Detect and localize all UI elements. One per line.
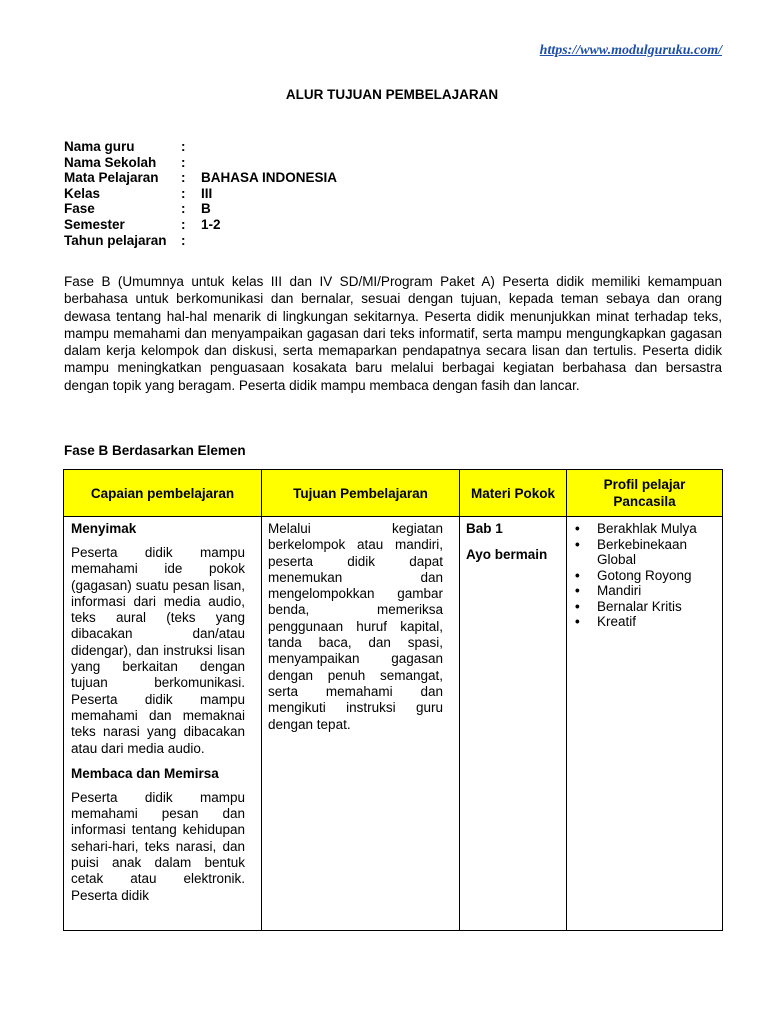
identity-colon: :: [181, 170, 186, 186]
alur-tujuan-table: [63, 469, 723, 931]
identity-row-nama-sekolah: [64, 155, 337, 171]
header-profil: Profil pelajar Pancasila: [567, 470, 723, 517]
identity-colon: :: [181, 201, 186, 217]
capaian-text-membaca: Peserta didik mampu memahami pesan dan informasi tentang kehidupan sehari-hari, teks narasi, dan puisi anak dalam bentuk cetak atau elektronik. Peserta didik: [71, 789, 245, 903]
identity-value: BAHASA INDONESIA: [201, 170, 338, 186]
identity-label: Semester: [64, 216, 125, 232]
website-url[interactable]: https://www.modulguruku.com/: [539, 43, 722, 58]
identity-row-nama-guru: [64, 139, 337, 155]
profil-list: [575, 521, 718, 630]
cell-tujuan: [262, 517, 460, 931]
intro-paragraph: Fase B (Umumnya untuk kelas III dan IV SD/MI/Program Paket A) Peserta didik memiliki kemampuan berbahasa untuk berkomunikasi dan bernalar, sesuai dengan tujuan, kepada teman sebaya dan orang dewasa tentang hal-hal menarik di lingkungan sekitarnya. Peserta didik menunjukkan minat terhadap teks, mampu memahami dan menyampaikan gagasan dari teks informatif, serta mampu mengungkapkan gagasan dalam kerja kelompok dan diskusi, serta memaparkan pendapatnya secara lisan dan tertulis. Peserta didik mampu meningkatkan penguasaan kosakata baru melalui berbagai kegiatan berbahasa dan bersastra dengan topik yang beragam. Peserta didik mampu membaca dengan fasih dan lancar.: [64, 274, 722, 393]
bullet-icon: •: [575, 583, 580, 598]
section-heading: Fase B Berdasarkan Elemen: [64, 443, 246, 458]
identity-label: Kelas: [64, 185, 101, 201]
bullet-icon: •: [575, 521, 580, 536]
bullet-icon: •: [575, 567, 580, 583]
tujuan-text: Melalui kegiatan berkelompok atau mandiri, peserta didik dapat menemukan dan mengelompokkan gambar benda, memeriksa penggunaan huruf kapital, tanda baca, dan spasi, menyampaikan gagasan dengan penuh semangat, serta memahami dan mengikuti instruksi guru dengan tepat.: [268, 521, 443, 732]
identity-block: [64, 139, 337, 248]
identity-value: 1-2: [201, 216, 221, 232]
list-item: • Gotong Royong: [575, 567, 692, 583]
list-item: • Berakhlak Mulya: [575, 521, 697, 536]
identity-colon: :: [181, 232, 186, 248]
identity-colon: :: [181, 154, 186, 170]
cell-profil: [567, 517, 723, 931]
capaian-text-menyimak: Peserta didik mampu memahami ide pokok (gagasan) suatu pesan lisan, informasi dari media audio, teks aural (teks yang dibacakan dan/atau didengar), dan instruksi lisan yang berkaitan dengan tujuan berkomunikasi. Peserta didik mampu memahami dan memaknai teks narasi yang dibacakan atau dari media audio.: [71, 545, 245, 756]
identity-label: Nama guru: [64, 139, 135, 154]
identity-label: Mata Pelajaran: [64, 170, 159, 186]
capaian-heading-menyimak: Menyimak: [71, 521, 137, 536]
identity-row-fase: [64, 201, 337, 217]
identity-colon: :: [181, 185, 186, 201]
identity-colon: :: [181, 139, 186, 154]
identity-colon: :: [181, 216, 186, 232]
identity-value: B: [201, 201, 211, 217]
materi-bab: Bab 1: [466, 521, 503, 536]
list-item: • Bernalar Kritis: [575, 598, 682, 614]
bullet-icon: •: [575, 614, 580, 629]
table-row: [64, 517, 723, 931]
list-item: • Berkebinekaan Global: [575, 536, 688, 567]
identity-value: III: [201, 185, 213, 201]
materi-judul: Ayo bermain: [466, 547, 548, 562]
table-header-row: [64, 470, 723, 517]
identity-row-tahun-pelajaran: [64, 233, 337, 249]
cell-materi: [460, 517, 567, 931]
bullet-icon: •: [575, 598, 580, 614]
identity-label: Fase: [64, 201, 95, 217]
cell-capaian: [64, 517, 262, 931]
header-materi: Materi Pokok: [460, 470, 567, 517]
identity-row-mata-pelajaran: [64, 170, 337, 186]
header-tujuan: Tujuan Pembelajaran: [262, 470, 460, 517]
identity-row-kelas: [64, 186, 337, 202]
identity-label: Nama Sekolah: [64, 154, 157, 170]
list-item: • Kreatif: [575, 614, 637, 629]
identity-label: Tahun pelajaran: [64, 232, 167, 248]
capaian-heading-membaca: Membaca dan Memirsa: [71, 765, 219, 781]
list-item: • Mandiri: [575, 583, 642, 598]
identity-row-semester: [64, 217, 337, 233]
document-title: ALUR TUJUAN PEMBELAJARAN: [285, 87, 499, 102]
header-capaian: Capaian pembelajaran: [64, 470, 262, 517]
bullet-icon: •: [575, 536, 580, 552]
